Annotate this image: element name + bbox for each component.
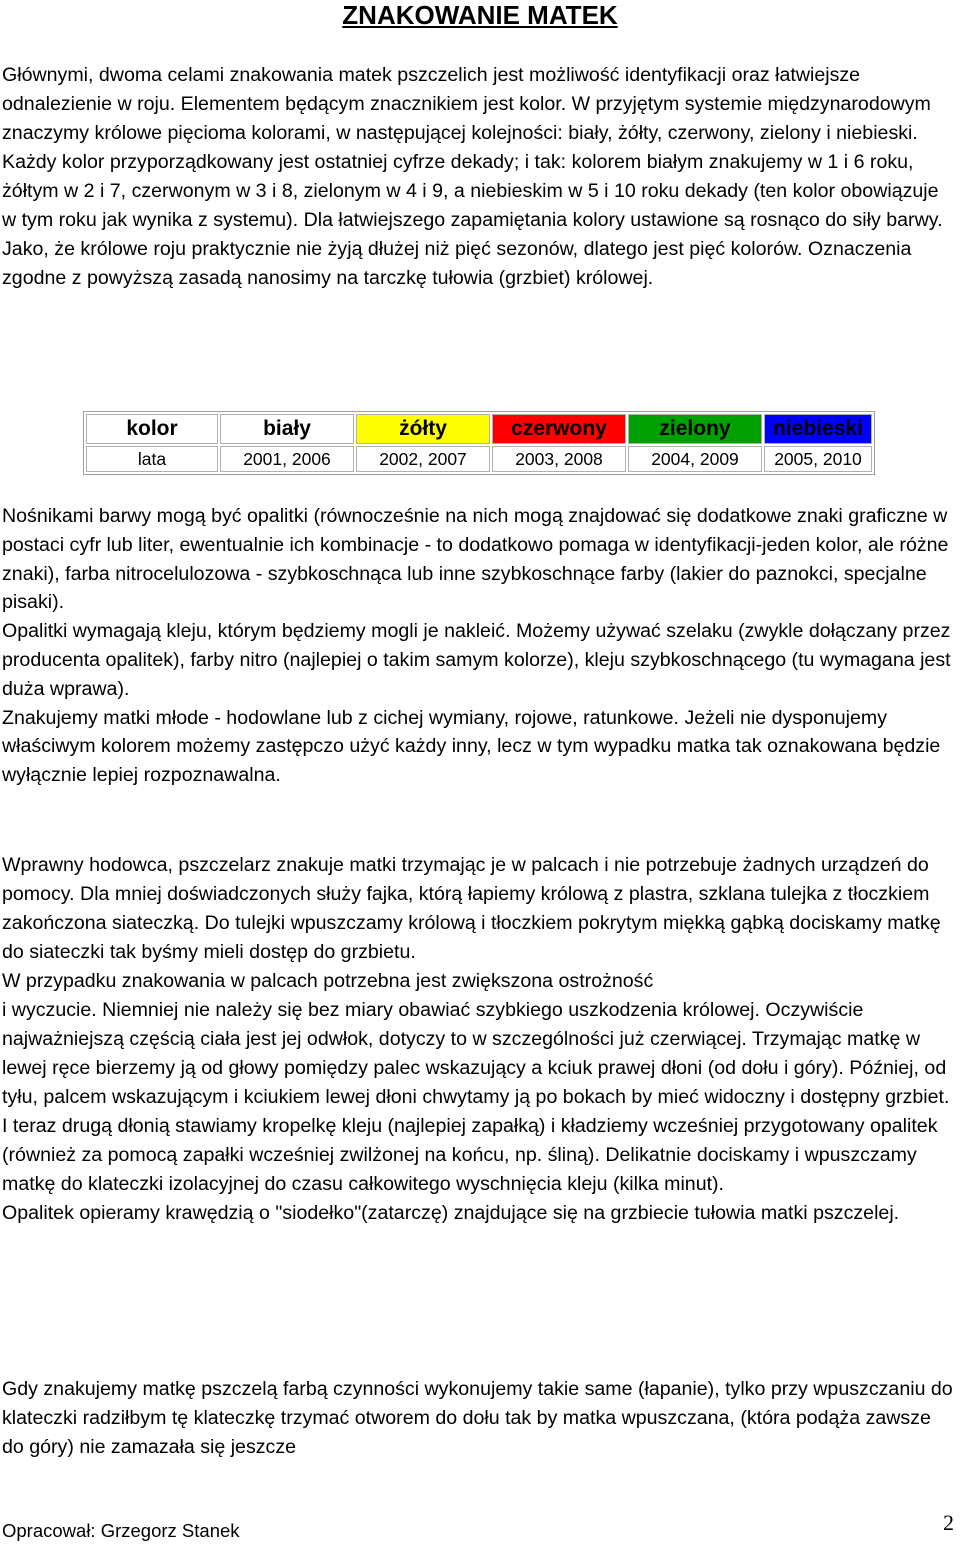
- color-cell-blue: niebieski: [764, 414, 872, 444]
- table-row-years: [86, 446, 872, 472]
- years-cell-red: 2003, 2008: [492, 446, 626, 472]
- years-cell-green: 2004, 2009: [628, 446, 762, 472]
- years-cell-blue: 2005, 2010: [764, 446, 872, 472]
- table-header-years-label: lata: [86, 446, 218, 472]
- color-year-table: [83, 411, 875, 475]
- years-cell-white: 2001, 2006: [220, 446, 354, 472]
- color-cell-red: czerwony: [492, 414, 626, 444]
- years-cell-yellow: 2002, 2007: [356, 446, 490, 472]
- footer-author: Opracował: Grzegorz Stanek: [2, 1520, 240, 1541]
- color-cell-green: zielony: [628, 414, 762, 444]
- page-number: 2: [943, 1510, 954, 1535]
- color-cell-white: biały: [220, 414, 354, 444]
- paragraph-intro: Głównymi, dwoma celami znakowania matek pszczelich jest możliwość identyfikacji oraz łatwiejsze odnalezienie w roju. Elementem będącym znacznikiem jest kolor. W przyjętym systemie międzynarodowym znaczymy królowe pięcioma kolorami, w następującej kolejności: biały, żółty, czerwony, zielony i niebieski. Każdy kolor przyporządkowany jest ostatniej cyfrze dekady; i tak: kolorem białym znakujemy w 1 i 6 roku, żółtym w 2 i 7, czerwonym w 3 i 8, zielonym w 4 i 9, a niebieskim w 5 i 10 roku dekady (ten kolor obowiązuje w tym roku jak wynika z systemu). Dla łatwiejszego zapamiętania kolory ustawione są rosnąco do siły barwy. Jako, że królowe roju praktycznie nie żyją dłużej niż pięć sezonów, dlatego jest pięć kolorów. Oznaczenia zgodne z powyższą zasadą nanosimy na tarczkę tułowia (grzbiet) królowej.: [2, 64, 943, 289]
- table-row-colors: [86, 414, 872, 444]
- paragraph-technique: Wprawny hodowca, pszczelarz znakuje matki trzymając je w palcach i nie potrzebuje żadnych urządzeń do pomocy. Dla mniej doświadczonych służy fajka, którą łapiemy królową z plastra, szklana tulejka z tłoczkiem zakończona siateczką. Do tulejki wpuszczamy królową i tłoczkiem pokrytym miękką gąbką dociskamy matkę do siateczki tak byśmy mieli dostęp do grzbietu. W przypadku znakowania w palcach potrzebna jest zwiększona ostrożność i wyczucie. Niemniej nie należy się bez miary obawiać szybkiego uszkodzenia królowej. Oczywiście najważniejszą częścią ciała jest jej odwłok, dotyczy to w szczególności już czerwiącej. Trzymając matkę w lewej ręce bierzemy ją od głowy pomiędzy palec wskazujący a kciuk prawej dłoni (od dołu i góry). Później, od tyłu, palcem wskazującym i kciukiem lewej dłoni chwytamy ją po bokach by mieć widoczny i dostępny grzbiet. I teraz drugą dłonią stawiamy kropelkę kleju (najlepiej zapałką) i kładziemy wcześniej przygotowany opalitek (również za pomocą zapałki wcześniej zwilżonej na końcu, np. śliną). Delikatnie dociskamy i wpuszczamy matkę do klateczki izolacyjnej do czasu całkowitego wyschnięcia kleju (kilka minut). Opalitek opieramy krawędzią o "siodełko"(zatarczę) znajdujące się na grzbiecie tułowia matki pszczelej.: [2, 854, 950, 1224]
- paragraph-carriers: Nośnikami barwy mogą być opalitki (równocześnie na nich mogą znajdować się dodatkowe znaki graficzne w postaci cyfr lub liter, ewentualnie ich kombinacje - to dodatkowo pomaga w identyfikacji-jeden kolor, ale różne znaki), farba nitrocelulozowa - szybkoschnąca lub inne szybkoschnące farby (lakier do paznokci, specjalne pisaki). Opalitki wymagają kleju, którym będziemy mogli je nakleić. Możemy używać szelaku (zwykle dołączany przez producenta opalitek), farby nitro (najlepiej o takim samym kolorze), kleju szybkoschnącego (tu wymagana jest duża wprawa). Znakujemy matki młode - hodowlane lub z cichej wymiany, rojowe, ratunkowe. Jeżeli nie dysponujemy właściwym kolorem możemy zastępczo użyć każdy inny, lecz w tym wypadku matka tak oznakowana będzie wyłącznie lepiej rozpoznawalna.: [2, 505, 951, 787]
- color-cell-yellow: żółty: [356, 414, 490, 444]
- paragraph-paint: Gdy znakujemy matkę pszczelą farbą czynności wykonujemy takie same (łapanie), tylko przy wpuszczaniu do klateczki radziłbym tę klateczkę trzymać otworem do dołu tak by matka wpuszczana, (która podąża zawsze do góry) nie zamazała się jeszcze: [2, 1378, 953, 1458]
- table-header-color-label: kolor: [86, 414, 218, 444]
- page-title: ZNAKOWANIE MATEK: [342, 0, 618, 30]
